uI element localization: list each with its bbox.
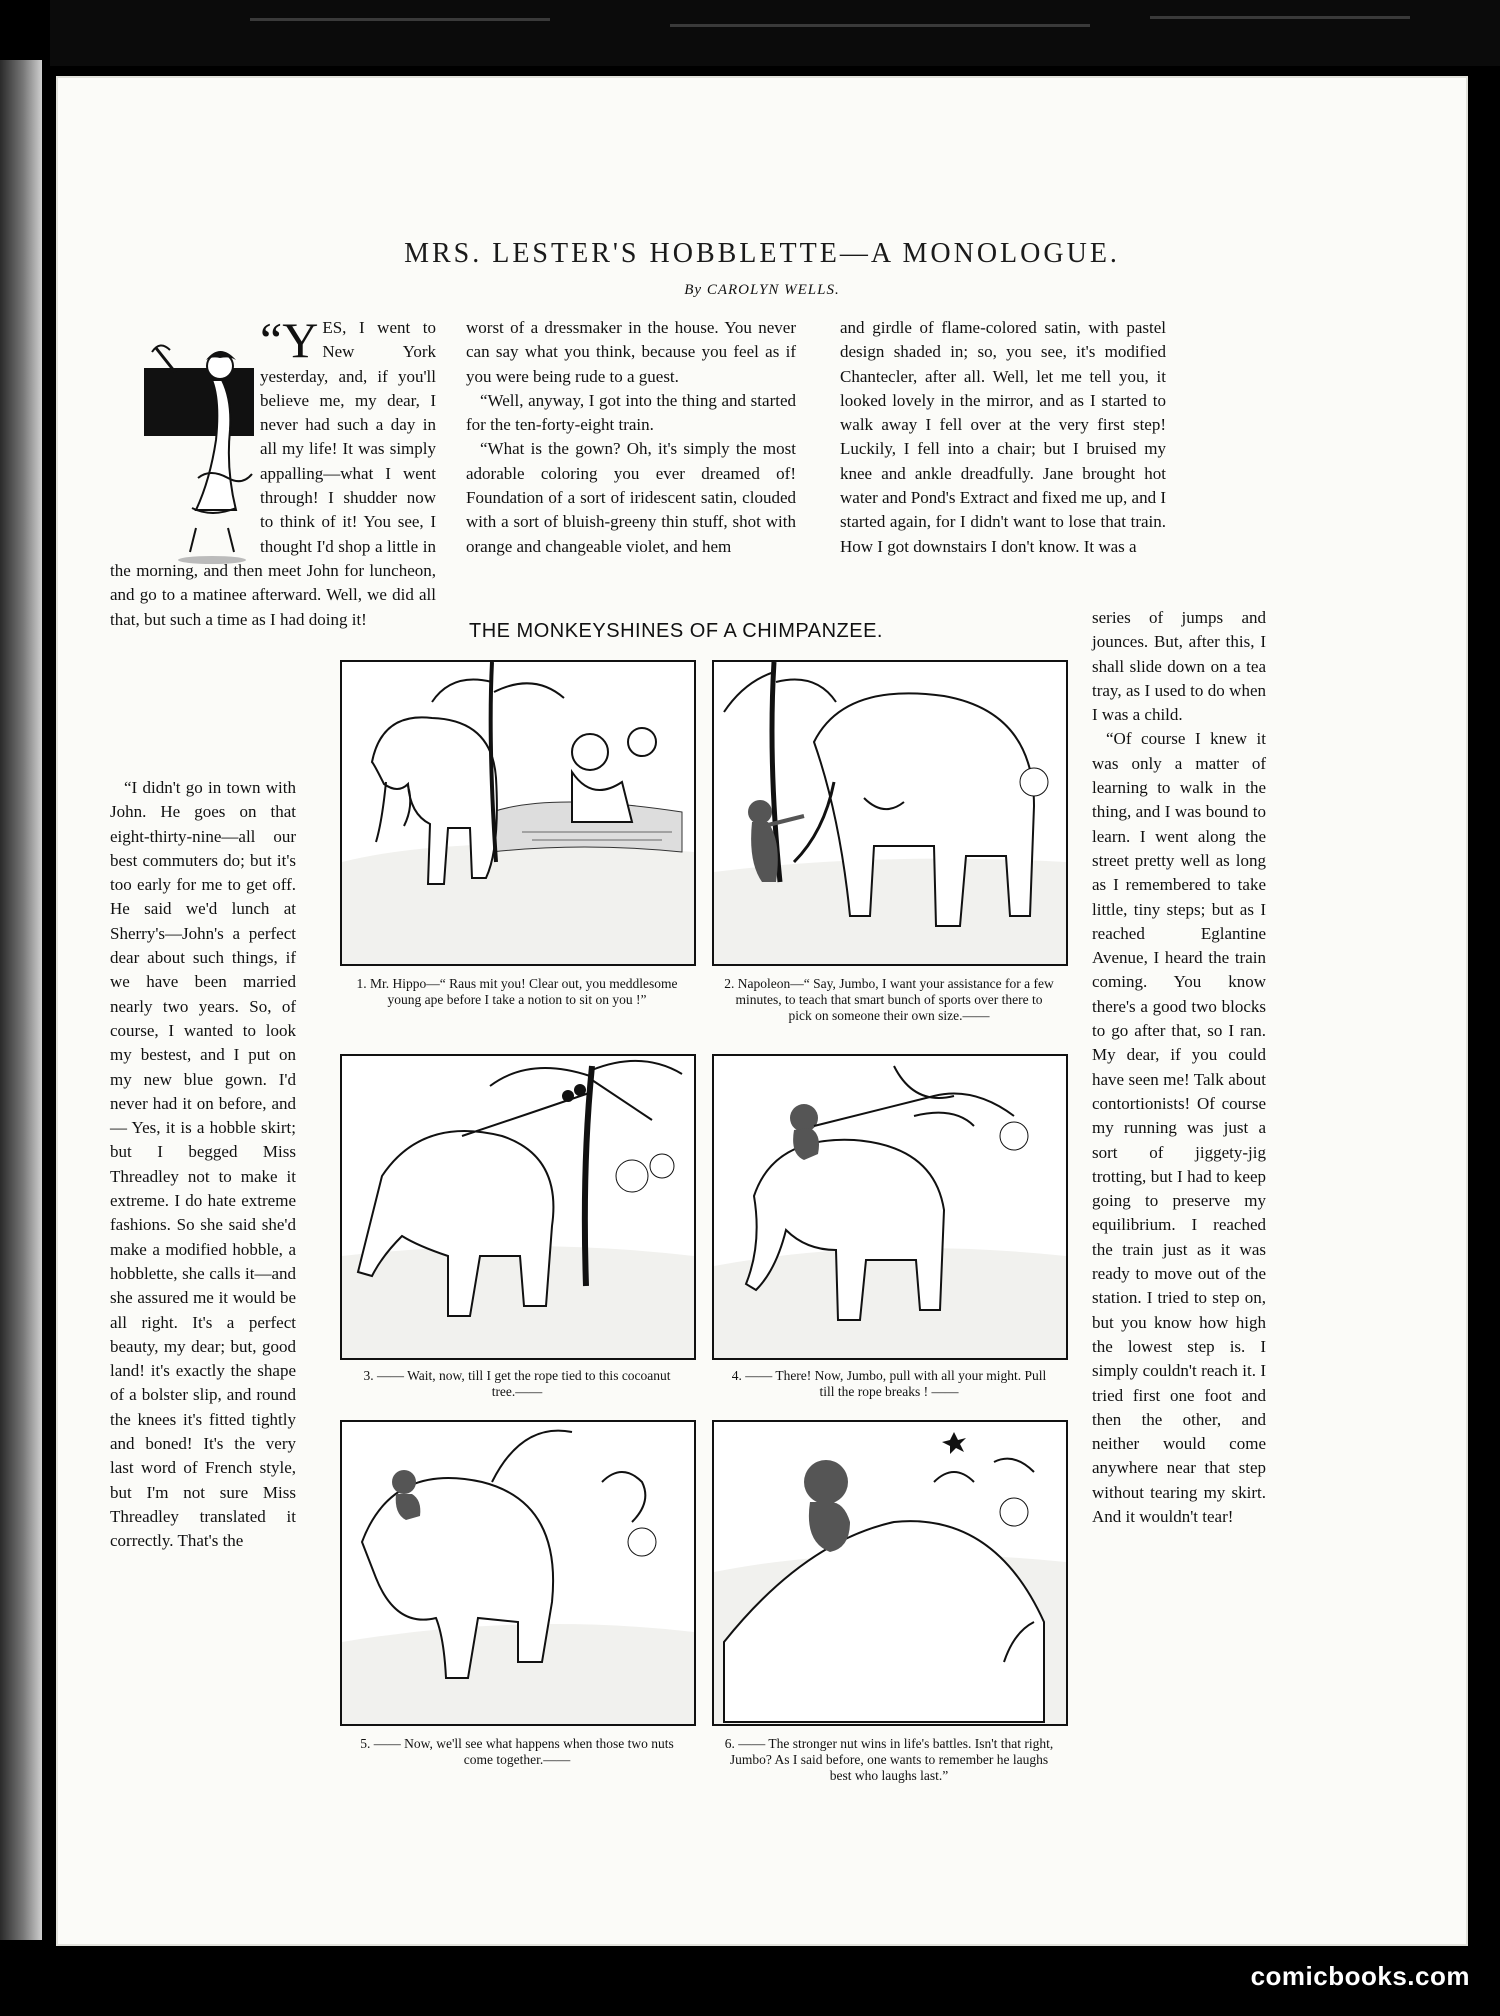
article-col1-para2: “I didn't go in town with John. He goes on that eight-thirty-nine—all our best commuters do; but it's too early for me to get off. He said we'd lunch at Sherry's—John's a perfect dear about such things, if we have been married nearly two years. So, of course, I wanted to look my bestest, and I put on my new blue gown. I'd never had it on before, and— Yes, it is a hobble skirt; but I begged Miss Threadley not to make it extreme. I do hate extreme fashions. So she said she'd make a modified hobble, a hobblette, she calls it—and she assured me it would be all right. It's a perfect beauty, my dear; but, good land! it's exactly the shape of a bolster slip, and round the knees it's fitted tightly and boned! It's the very last word of French style, but I'm not sure Miss Threadley translated it correctly. That's the [110,778,296,1551]
comic-title: THE MONKEYSHINES OF A CHIMPANZEE. [469,620,883,642]
comic-caption-4: 4. —— There! Now, Jumbo, pull with all your might. Pull till the rope breaks ! —— [731,1368,1047,1399]
comic-panel-2 [712,660,1068,966]
comic-caption-2: 2. Napoleon—“ Say, Jumbo, I want your assistance for a few minutes, to teach that smart bunch of sports over there to pick on someone their own size.—— [724,976,1054,1023]
article-column-1-top [110,312,436,632]
article-column-1-narrow [110,776,296,1554]
article-col3-para1: and girdle of flame-colored satin, with pastel design shaded in; so, you see, it's modified Chantecler, after all. Well, let me tell you, it looked lovely in the mirror, and as I started to walk away I fell over at the very first step! Luckily, I fell into a chair; but I bruised my knee and ankle dreadfully. Jane brought hot water and Pond's Extract and fixed me up, and I started again, for I didn't want to lose that train. How I got downstairs I don't know. It was a [840,318,1166,556]
drop-cap: “Y [260,312,319,368]
left-page-edge [0,60,42,1940]
comic-panel-6 [712,1420,1068,1726]
comic-caption-5: 5. —— Now, we'll see what happens when those two nuts come together.—— [360,1736,674,1767]
article-col1-para1: ES, I went to New York yesterday, and, if you'll believe me, my dear, I never had such a day in all my life! It was simply appalling—what I went through! I shudder now to think of it! You see, I thought I'd shop a little in the morning, and then meet John for luncheon, and go to a matinee afterward. Well, we did all that, but such a time as I had doing it! [110,318,436,629]
watermark-text: comicbooks.com [1250,1961,1470,1991]
article-col3-para2: series of jumps and jounces. But, after this, I shall slide down on a tea tray, as I used to do when I was a child. [1092,608,1266,725]
magazine-page [56,76,1468,1946]
comic-panel-3 [340,1054,696,1360]
comic-panel-5 [340,1420,696,1726]
article-col2-para2: “Well, anyway, I got into the thing and started for the ten-forty-eight train. [466,390,796,435]
article-column-3-narrow [1092,606,1266,1529]
article-byline: By CAROLYN WELLS. [684,282,840,298]
scan-border-top [50,0,1500,66]
article-col3-para3: “Of course I knew it was only a matter of learning to walk in the thing, and I was bound to learn. I went along the street pretty well as long as I remembered to take little, tiny steps; but as I reached Eglantine Avenue, I heard the train coming. You know there's a good two blocks to go after that, so I ran. My dear, if you could have seen me! Talk about contortionists! Of course my running was just a sort of jiggety-jig trotting, but I had to keep going to preserve my equilibrium. I reached the train just as it was ready to move out of the station. I tried to step on, but you know how high the lowest step is. I simply couldn't reach it. I tried first one foot and then the other, and neither would come anywhere near that step without tearing my skirt. And it wouldn't tear! [1092,729,1266,1526]
comic-panel-1 [340,660,696,966]
comic-caption-1: 1. Mr. Hippo—“ Raus mit you! Clear out, you meddlesome young ape before I take a notion to sit on you !” [356,976,678,1007]
comic-caption-6: 6. —— The stronger nut wins in life's battles. Isn't that right, Jumbo? As I said before, one wants to remember he laughs best who laughs last.” [724,1736,1054,1783]
comic-caption-3: 3. —— Wait, now, till I get the rope tied to this cocoanut tree.—— [363,1368,671,1399]
article-col2-para1: worst of a dressmaker in the house. You never can say what you think, because you feel as if you were being rude to a guest. [466,318,796,386]
article-column-2 [466,316,796,559]
comic-panel-4 [712,1054,1068,1360]
article-col2-para3: “What is the gown? Oh, it's simply the most adorable coloring you ever dreamed of! Foundation of a sort of iridescent satin, clouded with a sort of bluish-greeny thin stuff, shot with orange and changeable violet, and hem [466,439,796,556]
article-column-3-top [840,316,1166,559]
article-title: MRS. LESTER'S HOBBLETTE—A MONOLOGUE. [404,238,1120,269]
